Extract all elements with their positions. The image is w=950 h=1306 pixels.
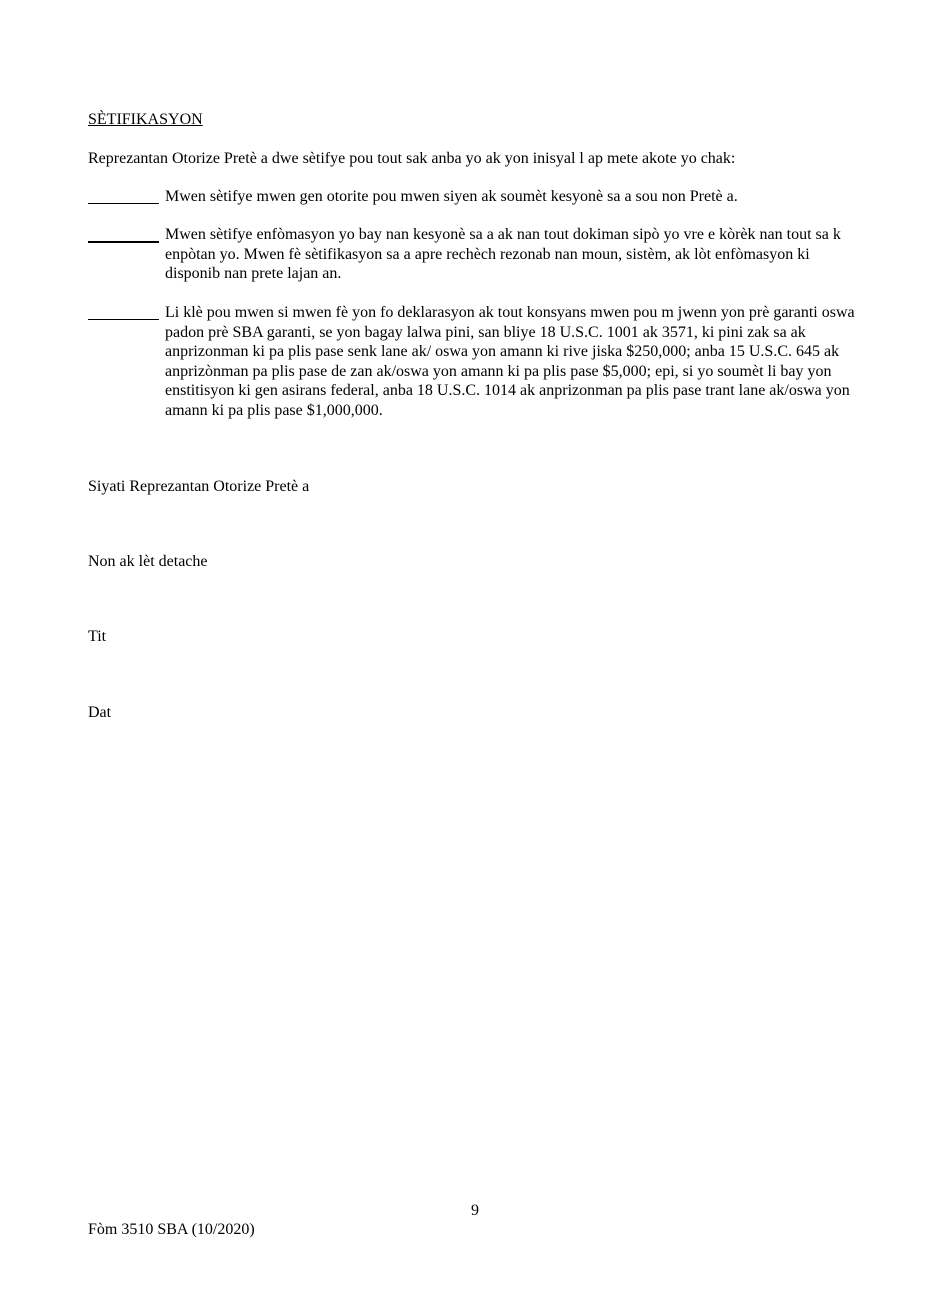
initial-blank-line[interactable] (88, 203, 159, 204)
certification-text: Mwen sètifye enfòmasyon yo bay nan kesyonè sa a ak nan tout dokiman sipò yo vre e kòrèk nan tout sa k enpòtan yo. Mwen fè sètifikasyon sa a apre rechèch rezonab nan moun, sistèm, ak lòt enfòmasyon ki disponib nan prete lajan an. (165, 226, 841, 282)
certification-item (88, 225, 868, 284)
initial-blank-line[interactable] (88, 319, 159, 320)
printed-name-label: Non ak lèt detache (88, 553, 208, 570)
certification-text: Mwen sètifye mwen gen otorite pou mwen siyen ak soumèt kesyonè sa a sou non Pretè a. (165, 188, 738, 205)
initial-blank-line[interactable] (88, 241, 159, 243)
signature-label: Siyati Reprezantan Otorize Pretè a (88, 478, 310, 495)
date-label: Dat (88, 704, 112, 721)
page-number: 9 (471, 1202, 479, 1219)
section-heading: SÈTIFIKASYON (88, 111, 203, 128)
certification-item (88, 187, 868, 207)
title-label: Tit (88, 628, 107, 645)
intro-paragraph: Reprezantan Otorize Pretè a dwe sètifye pou tout sak anba yo ak yon inisyal l ap mete akote yo chak: (88, 150, 736, 167)
certification-text: Li klè pou mwen si mwen fè yon fo deklarasyon ak tout konsyans mwen pou m jwenn yon prè garanti oswa padon prè SBA garanti, se yon bagay lalwa pini, san bliye 18 U.S.C. 1001 ak 3571, ki pini zak sa ak anprizonman ki pa plis pase senk lane ak/ oswa yon amann ki rive jiska $250,000; anba 15 U.S.C. 645 ak anprizònman pa plis pase de zan ak/oswa yon amann ki pa plis pase $5,000; epi, si yo soumèt li bay yon enstitisyon ki gen asirans federal, anba 18 U.S.C. 1014 ak anprizonman pa plis pase trant lane ak/oswa yon amann ki pa plis pase $1,000,000. (165, 304, 855, 419)
form-identifier: Fòm 3510 SBA (10/2020) (88, 1221, 255, 1238)
certification-item (88, 303, 868, 420)
